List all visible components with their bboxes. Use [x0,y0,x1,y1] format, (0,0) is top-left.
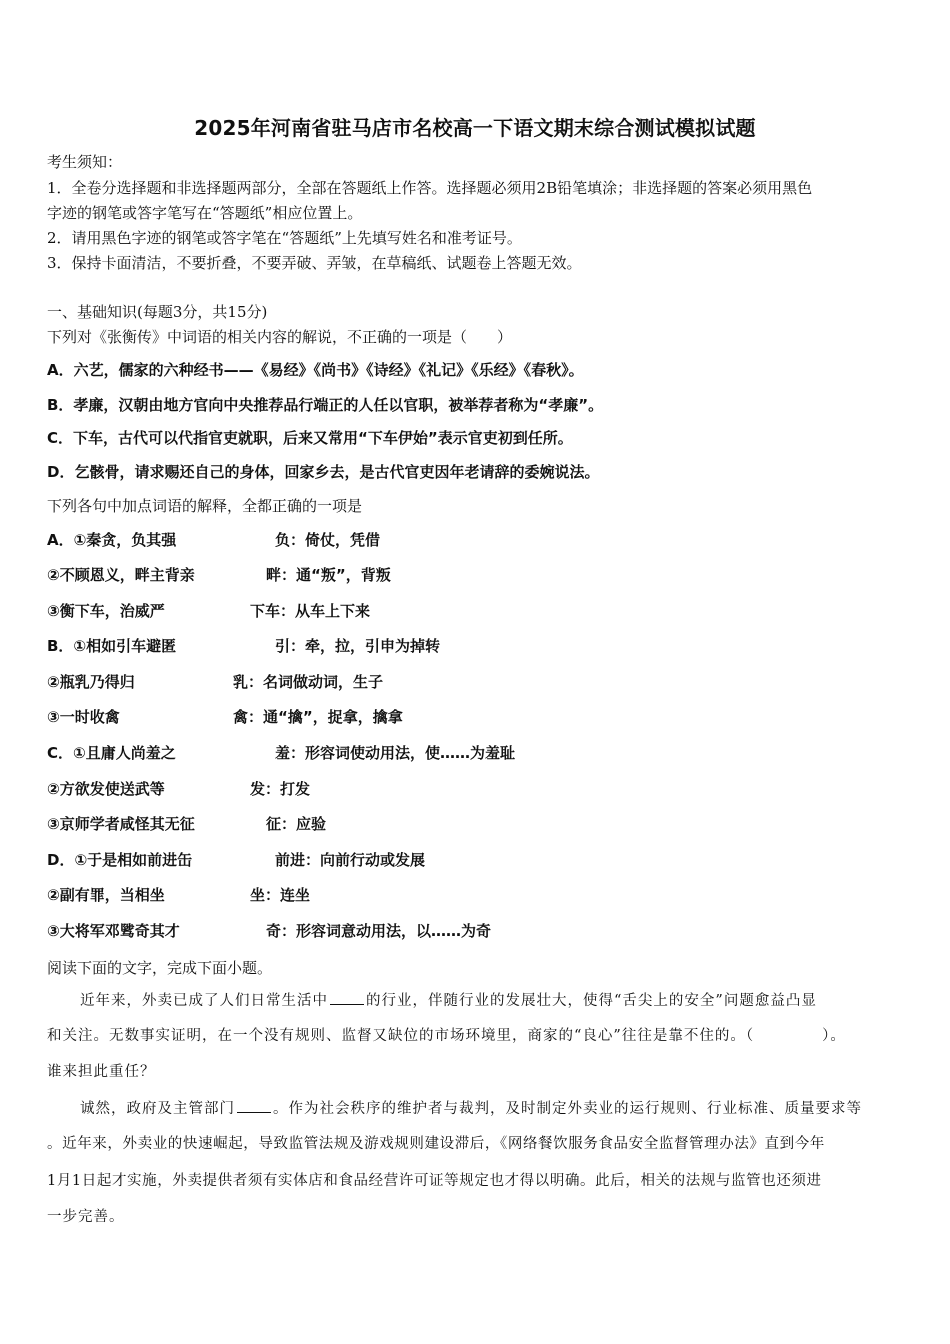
q2-row-right: 畔：通“叛”，背叛 [266,566,391,584]
reading-p2-line-3: 1月1日起才实施，外卖提供者须有实体店和食品经营许可证等规定也才得以明确。此后，相关的法规与监管也还须进 [47,1173,822,1189]
reading-p2-line-1 [80,1098,862,1119]
reading-text: 。作为社会秩序的维护者与裁判，及时制定外卖业的运行规则、行业标准、质量要求等 [273,1101,862,1117]
q2-stem: 下列各句中加点词语的解释，全都正确的一项是 [47,497,363,515]
notice-item-3: 3．保持卡面清洁，不要折叠，不要弄破、弄皱，在草稿纸、试题卷上答题无效。 [47,254,582,272]
q2-row-left: ②方欲发使送武等 [47,780,165,798]
q2-row-left: ③大将军邓骘奇其才 [47,922,180,940]
reading-p1-line-3: 谁来担此重任？ [47,1064,156,1080]
q1-stem-text: 下列对《张衡传》中词语的相关内容的解说，不正确的一项是（ [47,328,468,346]
q2-row-right: 奇：形容词意动用法，以……为奇 [266,922,492,940]
section-heading: 一、基础知识(每题3分，共15分) [47,303,268,321]
reading-text: ）。 [822,1028,846,1044]
q2-row-right: 征：应验 [266,815,327,833]
q2-row-left: C．①且庸人尚羞之 [47,744,176,762]
reading-text: 近年来，外卖已成了人们日常生活中 [80,993,328,1009]
q2-row-left: ②副有罪，当相坐 [47,886,165,904]
q2-row-left: ③京师学者咸怪其无征 [47,815,195,833]
notice-item-1-line-2: 字迹的钢笔或答字笔写在“答题纸”相应位置上。 [47,204,363,222]
q2-row-right: 发：打发 [250,780,311,798]
q1-option-b: B．孝廉，汉朝由地方官向中央推荐品行端正的人任以官职，被举荐者称为“孝廉”。 [47,396,604,414]
q1-stem-end: ） [497,328,513,346]
q2-row-right: 坐：连坐 [250,886,311,904]
q2-row-left: A．①秦贪，负其强 [47,531,177,549]
q2-row-right: 禽：通“擒”，捉拿，擒拿 [233,708,403,726]
notice-item-1-line-1: 1．全卷分选择题和非选择题两部分，全部在答题纸上作答。选择题必须用2B铅笔填涂；非选择题的答案必须用黑色 [47,179,813,197]
q2-row-right: 前进：向前行动或发展 [275,851,426,869]
reading-text: 的行业，伴随行业的发展壮大，使得“舌尖上的安全”问题愈益凸显 [366,993,817,1009]
notice-heading: 考生须知： [47,153,123,171]
q2-row-right: 羞：形容词使动用法，使……为羞耻 [275,744,516,762]
q1-option-c: C．下车，古代可以代指官吏就职，后来又常用“下车伊始”表示官吏初到任所。 [47,429,573,447]
reading-p2-line-4: 一步完善。 [47,1209,125,1225]
q2-row-right: 引：牵，拉，引申为掉转 [275,637,441,655]
page-title: 2025年河南省驻马店市名校高一下语文期末综合测试模拟试题 [194,116,756,140]
q2-row-right: 下车：从车上下来 [250,602,371,620]
fill-blank [237,1098,271,1113]
fill-blank [330,990,364,1005]
reading-text: 和关注。无数事实证明，在一个没有规则、监督又缺位的市场环境里，商家的“良心”往往是靠不住的。（ [47,1028,755,1044]
q1-option-a: A．六艺，儒家的六种经书——《易经》《尚书》《诗经》《礼记》《乐经》《春秋》。 [47,361,584,379]
reading-p2-line-2: 。近年来，外卖业的快速崛起，导致监管法规及游戏规则建设滞后，《网络餐饮服务食品安全监督管理办法》直到今年 [47,1136,825,1152]
q2-row-left: ②瓶乳乃得归 [47,673,135,691]
reading-text: 诚然，政府及主管部门 [80,1101,235,1117]
reading-p1-line-2 [47,1026,846,1046]
q2-row-left: ②不顾恩义，畔主背亲 [47,566,195,584]
q2-row-left: B．①相如引车避匿 [47,637,177,655]
q2-row-right: 负：倚仗，凭借 [275,531,381,549]
q1-option-d: D．乞骸骨，请求赐还自己的身体，回家乡去，是古代官吏因年老请辞的委婉说法。 [47,463,600,481]
q2-row-left: ③一时收禽 [47,708,120,726]
q2-row-left: ③衡下车，治威严 [47,602,165,620]
q2-row-right: 乳：名词做动词，生子 [233,673,384,691]
q1-stem [47,327,512,347]
q2-row-left: D．①于是相如前进缶 [47,851,193,869]
reading-intro: 阅读下面的文字，完成下面小题。 [47,959,273,977]
notice-item-2: 2．请用黑色字迹的钢笔或答字笔在“答题纸”上先填写姓名和准考证号。 [47,229,522,247]
reading-p1-line-1 [80,990,817,1011]
